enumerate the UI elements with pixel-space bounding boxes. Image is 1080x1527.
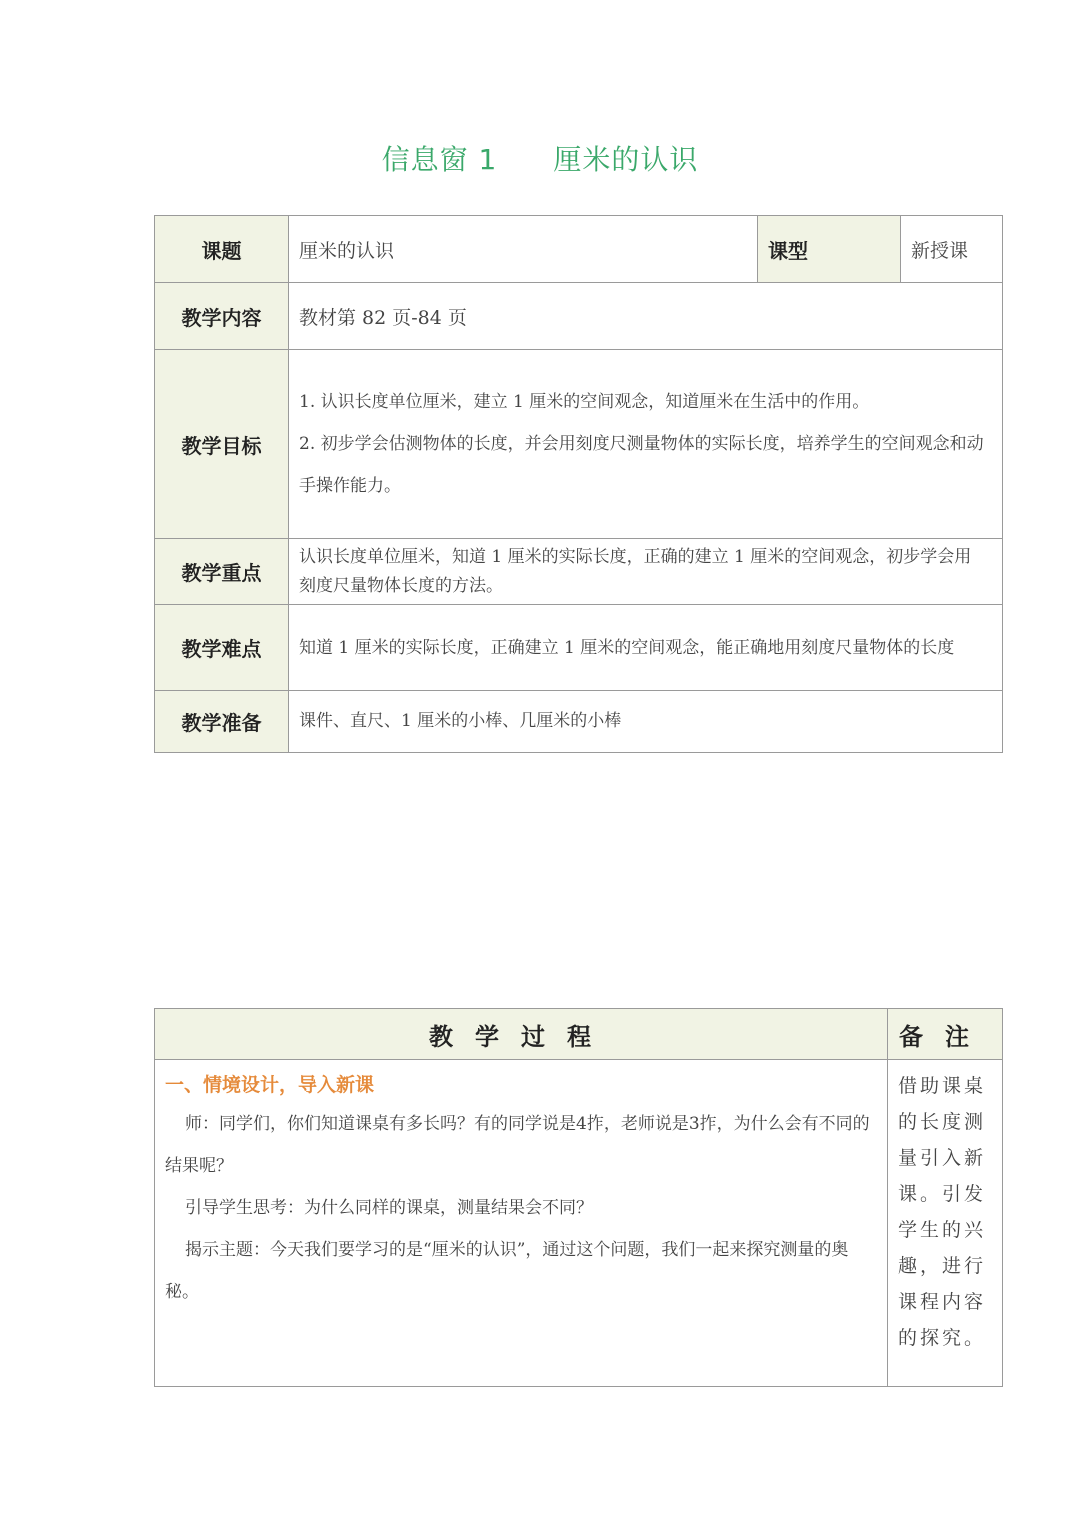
key-value: 认识长度单位厘米，知道 1 厘米的实际长度，正确的建立 1 厘米的空间观念，初步学会用刻度尺量物体长度的方法。 [289, 539, 1003, 605]
type-label: 课型 [758, 216, 901, 283]
row-key [155, 539, 1003, 605]
process-header: 教学过程 [155, 1009, 888, 1060]
lesson-info-table [154, 215, 1003, 753]
process-content [155, 1060, 888, 1387]
process-body-row [155, 1060, 1003, 1387]
difficulty-label: 教学难点 [155, 605, 289, 691]
prep-label: 教学准备 [155, 691, 289, 753]
type-value: 新授课 [901, 216, 1003, 283]
row-goals [155, 350, 1003, 539]
row-prep [155, 691, 1003, 753]
goals-value [289, 350, 1003, 539]
row-content [155, 283, 1003, 350]
goal-item: 2. 初步学会估测物体的长度，并会用刻度尺测量物体的实际长度，培养学生的空间观念和动手操作能力。 [299, 434, 984, 496]
topic-label: 课题 [155, 216, 289, 283]
content-value: 教材第 82 页-84 页 [289, 283, 1003, 350]
remark-content: 借助课桌的长度测量引入新课。引发学生的兴趣，进行课程内容的探究。 [888, 1060, 1003, 1387]
process-paragraph: 引导学生思考：为什么同样的课桌，测量结果会不同？ [185, 1198, 593, 1218]
process-paragraph: 师：同学们，你们知道课桌有多长吗？有的同学说是4拃，老师说是3拃，为什么会有不同的结果呢？ [165, 1114, 870, 1176]
remark-header: 备注 [888, 1009, 1003, 1060]
title-topic: 厘米的认识 [553, 143, 699, 176]
key-label: 教学重点 [155, 539, 289, 605]
process-header-row [155, 1009, 1003, 1060]
goals-label: 教学目标 [155, 350, 289, 539]
title-window: 信息窗 1 [381, 143, 498, 176]
teaching-process-table [154, 1008, 1003, 1387]
page-title [0, 138, 1080, 178]
difficulty-value: 知道 1 厘米的实际长度，正确建立 1 厘米的空间观念，能正确地用刻度尺量物体的长度 [289, 605, 1003, 691]
process-paragraph: 揭示主题：今天我们要学习的是“厘米的认识”，通过这个问题，我们一起来探究测量的奥秘。 [165, 1240, 849, 1302]
goal-item: 1. 认识长度单位厘米，建立 1 厘米的空间观念，知道厘米在生活中的作用。 [299, 392, 870, 412]
content-label: 教学内容 [155, 283, 289, 350]
section-title: 一、情境设计，导入新课 [165, 1074, 375, 1096]
row-difficulty [155, 605, 1003, 691]
row-topic [155, 216, 1003, 283]
prep-value: 课件、直尺、1 厘米的小棒、几厘米的小棒 [289, 691, 1003, 753]
topic-value: 厘米的认识 [289, 216, 758, 283]
